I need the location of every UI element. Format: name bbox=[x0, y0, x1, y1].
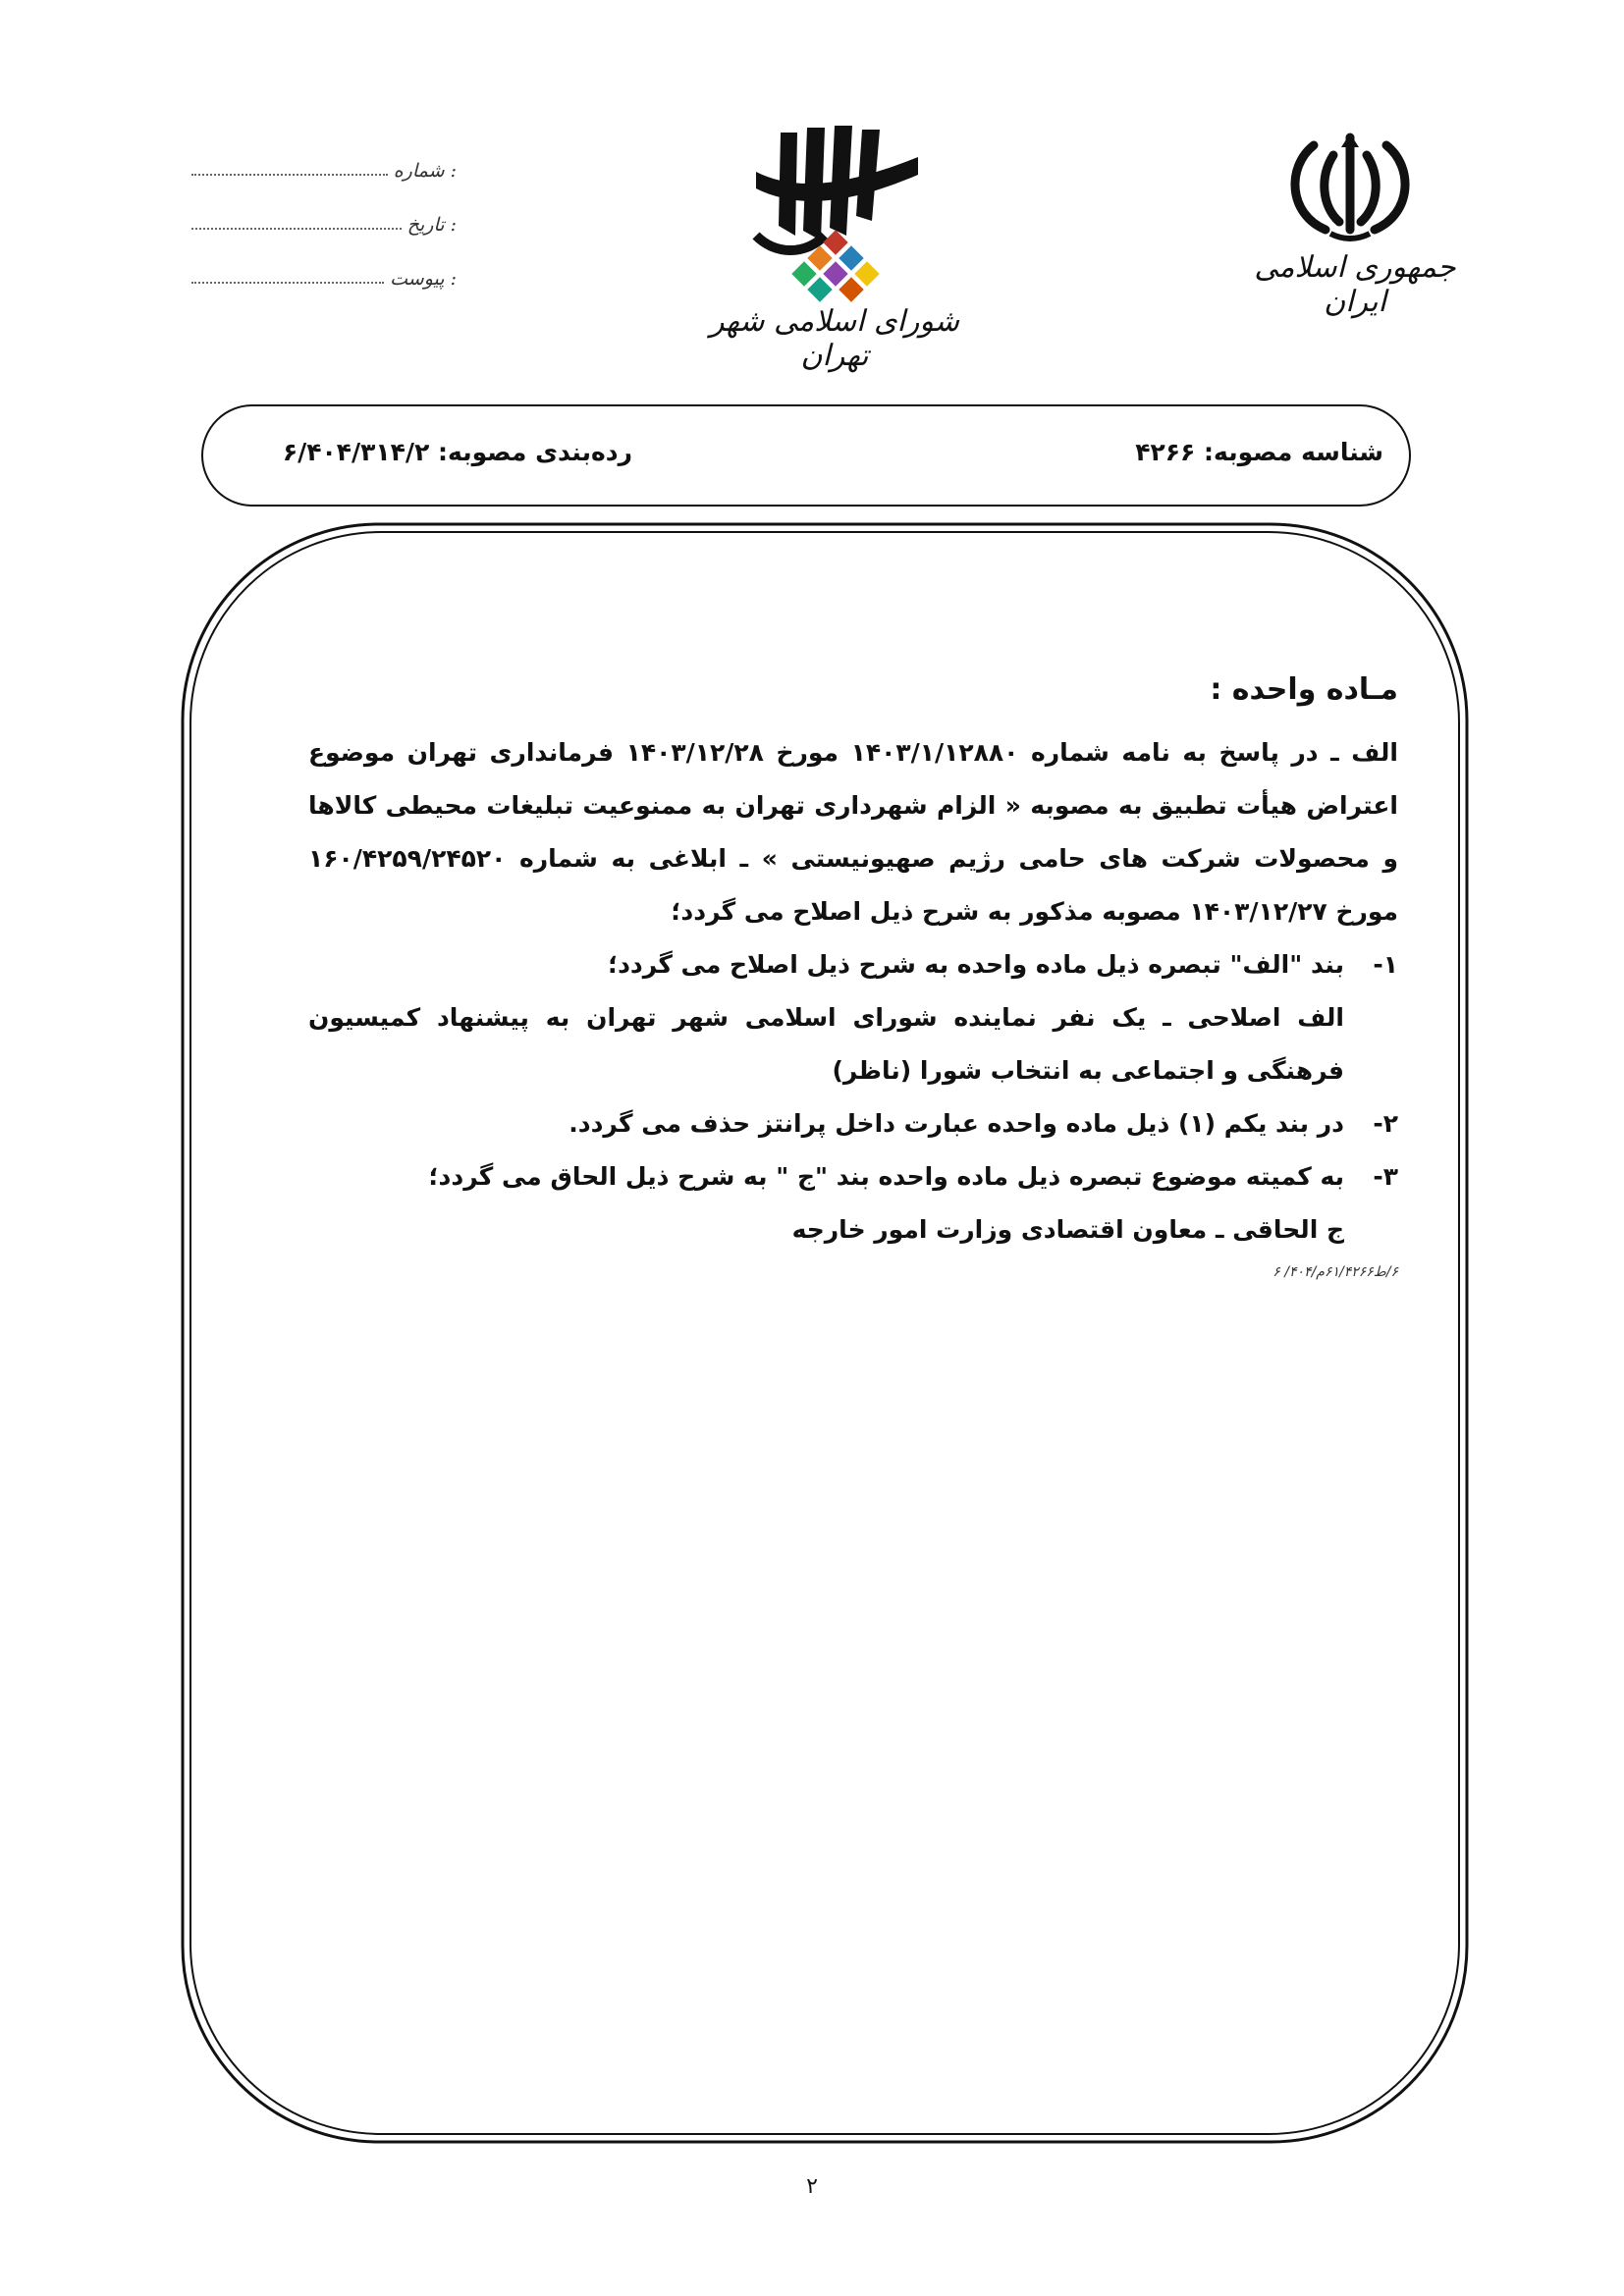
item-number: ۳- bbox=[1373, 1162, 1398, 1191]
meta-field-number bbox=[191, 152, 457, 182]
emblem-label: جمهوری اسلامی ایران bbox=[1254, 250, 1456, 319]
page-number: ۲ bbox=[806, 2174, 818, 2199]
item-subtext: ج الحاقی ـ معاون اقتصادی وزارت امور خارجه bbox=[791, 1215, 1344, 1244]
item-number: ۲- bbox=[1373, 1109, 1398, 1138]
meta-field-dots bbox=[191, 282, 384, 284]
meta-field-attachment bbox=[191, 260, 457, 290]
resolution-body bbox=[308, 672, 1398, 1280]
reference-code: ۶/ط۶۱/۴۲۶۶م/۴۰۴/ ۶ bbox=[1272, 1264, 1398, 1280]
council-label: شورای اسلامی شهر تهران bbox=[710, 304, 959, 373]
list-item bbox=[308, 938, 1398, 1097]
resolution-classification: رده‌بندی مصوبه: ۶/۴۰۴/۳۱۴/۲ bbox=[282, 438, 632, 466]
item-text: بند "الف" تبصره ذیل ماده واحده به شرح ذیل اصلاح می گردد؛ bbox=[608, 950, 1344, 979]
item-text: در بند یکم (۱) ذیل ماده واحده عبارت داخل پرانتز حذف می گردد. bbox=[568, 1109, 1344, 1138]
item-number: ۱- bbox=[1373, 950, 1398, 979]
item-subtext: الف اصلاحی ـ یک نفر نماینده شورای اسلامی شهر تهران به پیشنهاد کمیسیون فرهنگی و اجتماعی به انتخاب شورا (ناظر) bbox=[308, 1003, 1344, 1085]
iran-emblem-icon bbox=[1276, 128, 1424, 245]
meta-field-dots bbox=[191, 228, 402, 230]
intro-paragraph: الف ـ در پاسخ به نامه شماره ۱۴۰۳/۱/۱۲۸۸۰ مورخ ۱۴۰۳/۱۲/۲۸ فرمانداری تهران موضوع اعتراض هیأت تطبیق به مصوبه « الزام شهرداری تهران به ممنوعیت تبلیغات محیطی کالاها و محصولات شرکت های حامی رژیم صهیونیستی » ـ ابلاغی به شماره ۱۶۰/۴۲۵۹/۲۴۵۲۰ مورخ ۱۴۰۳/۱۲/۲۷ مصوبه مذکور به شرح ذیل اصلاح می گردد؛ bbox=[308, 738, 1398, 926]
resolution-id: شناسه مصوبه: ۴۲۶۶ bbox=[1135, 438, 1383, 466]
item-text: به کمیته موضوع تبصره ذیل ماده واحده بند "ج " به شرح ذیل الحاق می گردد؛ bbox=[428, 1162, 1344, 1191]
meta-field-label: پیوست : bbox=[390, 268, 457, 290]
list-item bbox=[308, 1097, 1398, 1150]
article-title: مـاده واحده : bbox=[1210, 672, 1398, 707]
list-item bbox=[308, 1150, 1398, 1256]
meta-field-label: تاریخ : bbox=[406, 214, 457, 236]
meta-field-dots bbox=[191, 174, 388, 176]
tehran-council-logo-icon bbox=[736, 118, 933, 314]
meta-field-label: شماره : bbox=[393, 160, 457, 182]
meta-field-date bbox=[191, 206, 457, 236]
